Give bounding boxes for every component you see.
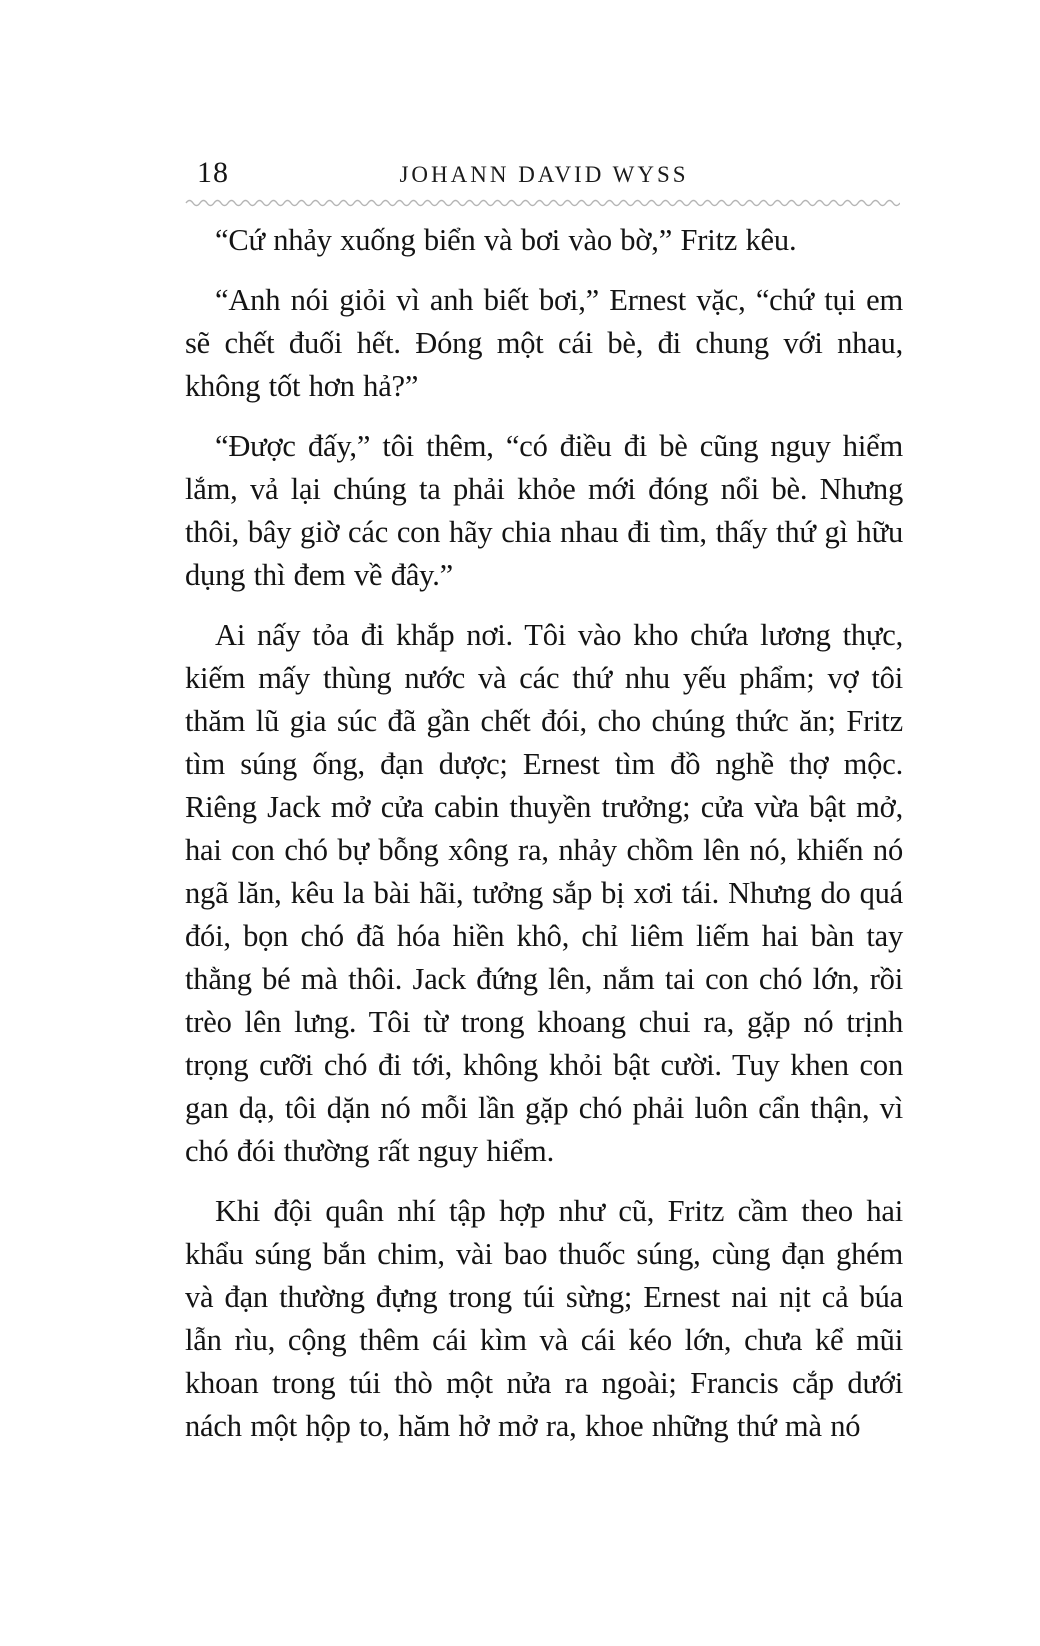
paragraph-5: Khi đội quân nhí tập hợp như cũ, Fritz cầm theo hai khẩu súng bắn chim, vài bao thuốc súng, cùng đạn ghém và đạn thường đựng trong túi sừng; Ernest nai nịt cả búa lẫn rìu, cộng thêm cái kìm và cái kéo lớn, chưa kể mũi khoan trong túi thò một nửa ra ngoài; Francis cắp dưới nách một hộp to, hăm hở mở ra, khoe những thứ mà nó xyxy=(185,1194,903,1443)
paragraph-1: “Cứ nhảy xuống biển và bơi vào bờ,” Fritz kêu. xyxy=(215,223,797,257)
page-header xyxy=(185,142,903,188)
paragraph-2: “Anh nói giỏi vì anh biết bơi,” Ernest vặc, “chứ tụi em sẽ chết đuối hết. Đóng một cái bè, đi chung với nhau, không tốt hơn hả?” xyxy=(185,283,903,403)
paragraph-4: Ai nấy tỏa đi khắp nơi. Tôi vào kho chứa lương thực, kiếm mấy thùng nước và các thứ nhu yếu phẩm; vợ tôi thăm lũ gia súc đã gần chết đói, cho chúng thức ăn; Fritz tìm súng ống, đạn dược; Ernest tìm đồ nghề thợ mộc. Riêng Jack mở cửa cabin thuyền trưởng; cửa vừa bật mở, hai con chó bự bỗng xông ra, nhảy chồm lên nó, khiến nó ngã lăn, kêu la bài hãi, tưởng sắp bị xơi tái. Nhưng do quá đói, bọn chó đã hóa hiền khô, chỉ liêm liếm hai bàn tay thằng bé mà thôi. Jack đứng lên, nắm tai con chó lớn, rồi trèo lên lưng. Tôi từ trong khoang chui ra, gặp nó trịnh trọng cưỡi chó đi tới, không khỏi bật cười. Tuy khen con gan dạ, tôi dặn nó mỗi lần gặp chó phải luôn cẩn thận, vì chó đói thường rất nguy hiểm. xyxy=(185,618,903,1168)
text-block xyxy=(185,142,903,1448)
page-number: 18 xyxy=(197,156,229,189)
paragraph-3: “Được đấy,” tôi thêm, “có điều đi bè cũng nguy hiểm lắm, vả lại chúng ta phải khỏe mới đóng nổi bè. Nhưng thôi, bây giờ các con hãy chia nhau đi tìm, thấy thứ gì hữu dụng thì đem về đây.” xyxy=(185,429,903,592)
running-header: JOHANN DAVID WYSS xyxy=(399,162,689,187)
page-body xyxy=(185,219,903,1448)
wavy-divider xyxy=(185,197,900,207)
